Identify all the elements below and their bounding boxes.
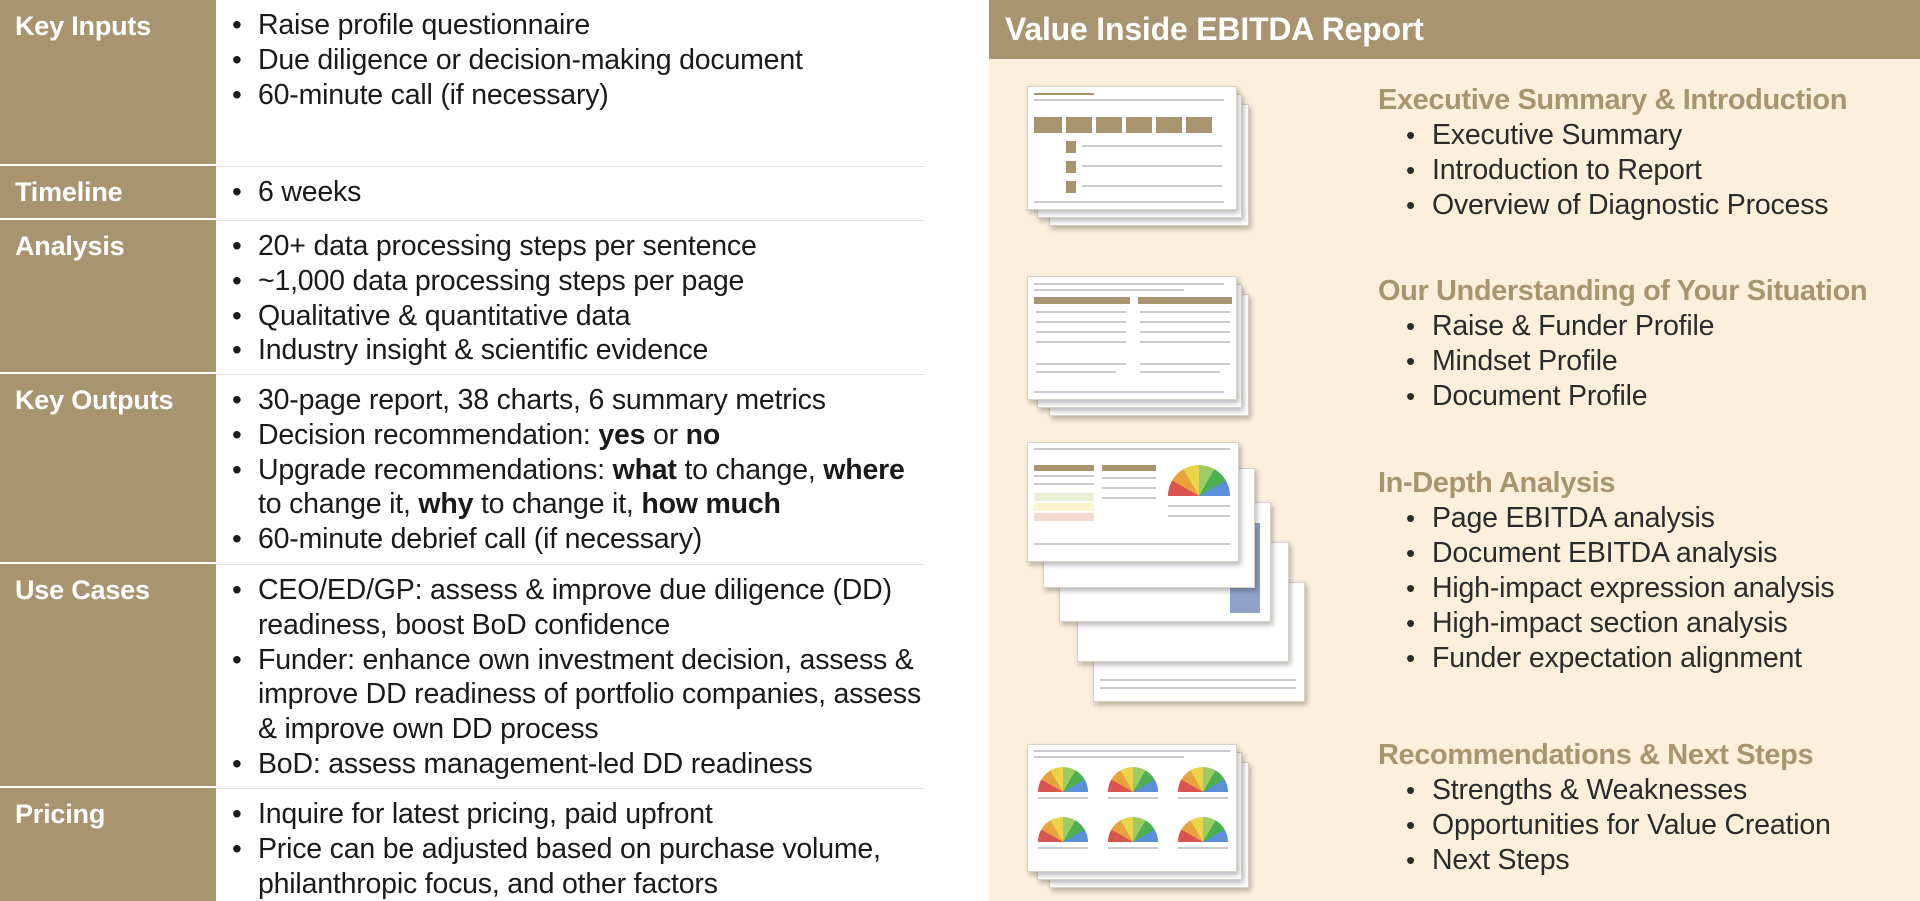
bullet-text: Qualitative & quantitative data	[258, 299, 631, 332]
bullet-text: to change it,	[258, 488, 419, 521]
row-label: Pricing	[0, 788, 216, 901]
bullet-item	[228, 299, 925, 334]
section-item: • Document EBITDA analysis	[1378, 536, 1918, 571]
section-item: • High-impact expression analysis	[1378, 571, 1918, 606]
report-thumbnail-executive-summary	[1027, 86, 1257, 228]
section-title: Our Understanding of Your Situation	[1378, 275, 1868, 307]
section-item: • Mindset Profile	[1378, 344, 1918, 379]
report-thumbnail-recommendations	[1027, 744, 1257, 894]
bullet-text: Funder: enhance own investment decision, assess & improve DD readiness of portfolio companies, assess & improve own DD process	[258, 643, 922, 746]
bullet-text: 60-minute debrief call (if necessary)	[258, 523, 703, 556]
thumbnail-page	[1027, 86, 1237, 210]
bullet-text: Decision recommendation:	[258, 418, 599, 451]
bullet-item	[228, 175, 925, 210]
bullet-item	[228, 383, 925, 418]
row-body	[216, 0, 925, 164]
report-thumbnail-situation	[1027, 276, 1257, 418]
section-situation	[1378, 274, 1918, 414]
bullet-text: Inquire for latest pricing, paid upfront	[258, 798, 713, 830]
bullet-item	[228, 832, 925, 901]
row-body	[216, 220, 925, 372]
section-item: • Page EBITDA analysis	[1378, 501, 1918, 536]
section-recommendations	[1378, 738, 1918, 878]
bullet-text: Industry insight & scientific evidence	[258, 334, 709, 367]
emphasis-text: what	[612, 453, 677, 486]
section-item: • Introduction to Report	[1378, 153, 1918, 188]
row-key-outputs	[0, 374, 925, 562]
report-thumbnail-analysis	[1027, 442, 1307, 704]
bullet-list	[228, 175, 925, 210]
row-label: Use Cases	[0, 564, 216, 786]
bullet-item	[228, 229, 925, 264]
report-title: Value Inside EBITDA Report	[989, 0, 1920, 59]
row-label: Key Outputs	[0, 374, 216, 562]
section-analysis	[1378, 466, 1918, 676]
bullet-list	[228, 573, 925, 782]
bullet-list	[228, 8, 925, 112]
section-item: • Overview of Diagnostic Process	[1378, 188, 1918, 223]
section-item: • Document Profile	[1378, 379, 1918, 414]
emphasis-text: yes	[598, 418, 646, 451]
thumbnail-page	[1027, 744, 1237, 872]
report-panel	[989, 0, 1920, 901]
bullet-text: to change,	[676, 453, 824, 486]
bullet-text: 6 weeks	[258, 176, 362, 208]
section-item: • Executive Summary	[1378, 118, 1918, 153]
bullet-list	[228, 797, 925, 901]
bullet-text: or	[645, 418, 686, 451]
bullet-text: ~1,000 data processing steps per page	[258, 264, 745, 297]
row-use-cases	[0, 564, 925, 786]
section-title: Executive Summary & Introduction	[1378, 84, 1848, 116]
section-title: Recommendations & Next Steps	[1378, 739, 1814, 771]
row-pricing	[0, 788, 925, 901]
bullet-item	[228, 78, 925, 113]
bullet-item	[228, 264, 925, 299]
bullet-text: Raise profile questionnaire	[258, 9, 591, 41]
section-item: • Funder expectation alignment	[1378, 641, 1918, 676]
section-title: In-Depth Analysis	[1378, 467, 1616, 499]
row-body	[216, 166, 925, 218]
section-executive-summary	[1378, 83, 1918, 223]
emphasis-text: how much	[641, 488, 781, 521]
thumbnail-page	[1027, 276, 1237, 400]
bullet-item	[228, 453, 925, 523]
section-item: • Raise & Funder Profile	[1378, 309, 1918, 344]
section-items	[1378, 501, 1918, 676]
bullet-text: Upgrade recommendations:	[258, 453, 613, 486]
bullet-item	[228, 573, 925, 643]
bullet-item	[228, 8, 925, 43]
bullet-list	[228, 383, 925, 557]
section-items	[1378, 118, 1918, 223]
bullet-item	[228, 797, 925, 832]
section-items	[1378, 773, 1918, 878]
emphasis-text: no	[685, 418, 721, 451]
section-item: • Strengths & Weaknesses	[1378, 773, 1918, 808]
row-label: Timeline	[0, 166, 216, 218]
bullet-text: Price can be adjusted based on purchase volume, philanthropic focus, and other factors	[258, 832, 881, 900]
bullet-item	[228, 747, 925, 782]
row-timeline	[0, 166, 925, 218]
specification-table	[0, 0, 925, 901]
row-key-inputs	[0, 0, 925, 164]
section-items	[1378, 309, 1918, 414]
bullet-text: 30-page report, 38 charts, 6 summary metrics	[258, 384, 826, 416]
row-label: Analysis	[0, 220, 216, 372]
bullet-item	[228, 522, 925, 557]
thumbnail-page	[1027, 442, 1239, 562]
section-item: • Next Steps	[1378, 843, 1918, 878]
row-body	[216, 564, 925, 786]
bullet-text: 20+ data processing steps per sentence	[258, 230, 757, 262]
bullet-item	[228, 43, 925, 78]
bullet-text: BoD: assess management-led DD readiness	[258, 747, 813, 780]
bullet-item	[228, 418, 925, 453]
bullet-list	[228, 229, 925, 368]
row-analysis	[0, 220, 925, 372]
bullet-text: 60-minute call (if necessary)	[258, 78, 609, 111]
section-item: • High-impact section analysis	[1378, 606, 1918, 641]
emphasis-text: why	[418, 488, 474, 521]
row-label: Key Inputs	[0, 0, 216, 164]
bullet-item	[228, 333, 925, 368]
bullet-item	[228, 643, 925, 747]
bullet-text: Due diligence or decision-making document	[258, 43, 803, 76]
section-item: • Opportunities for Value Creation	[1378, 808, 1918, 843]
row-body	[216, 374, 925, 562]
bullet-text: CEO/ED/GP: assess & improve due diligence (DD) readiness, boost BoD confidence	[258, 574, 892, 641]
row-body	[216, 788, 925, 901]
emphasis-text: where	[823, 453, 905, 486]
bullet-text: to change it,	[473, 488, 642, 521]
